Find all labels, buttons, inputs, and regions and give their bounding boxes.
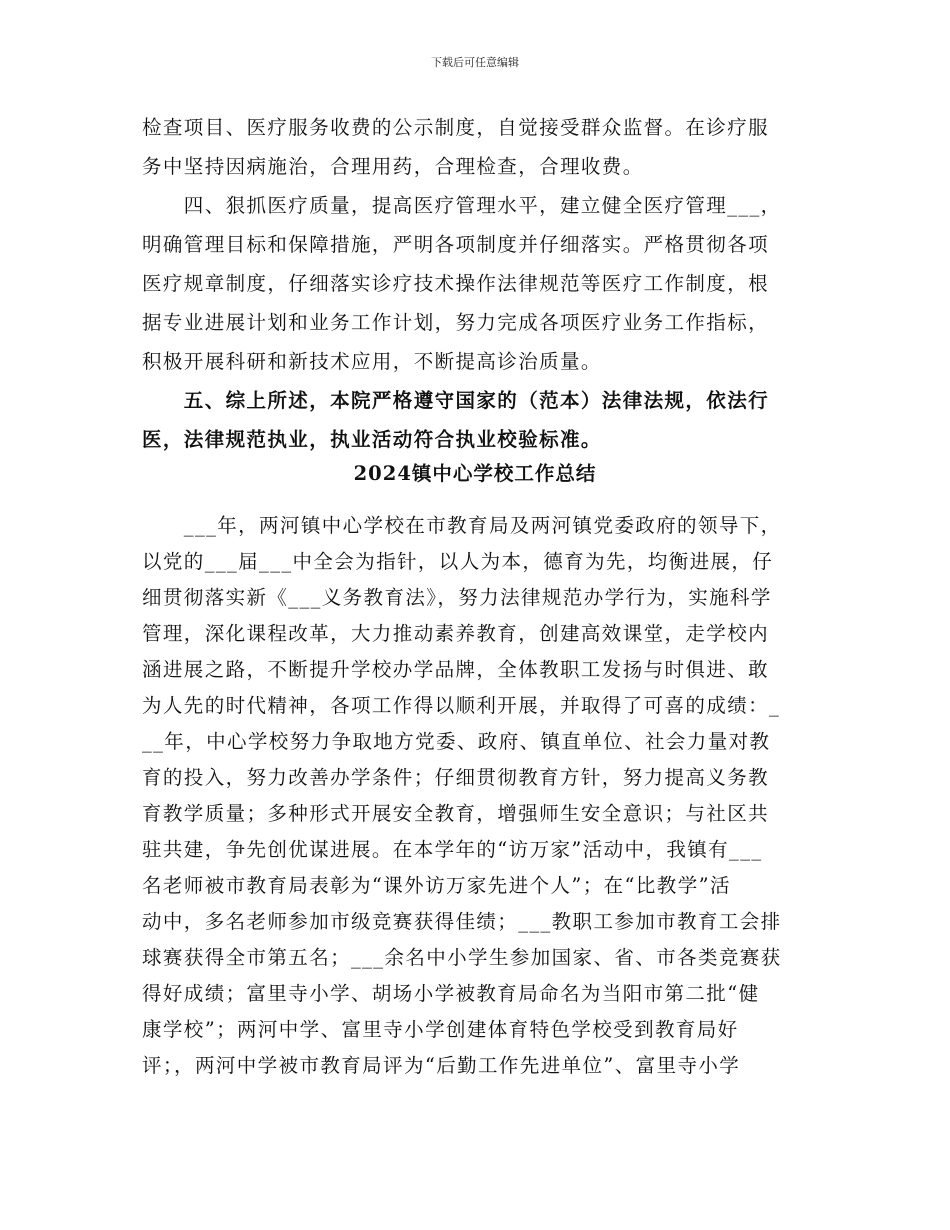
- paragraph-line: 检查项目、医疗服务收费的公示制度，自觉接受群众监督。在诊疗服: [142, 116, 770, 139]
- body-line: 以党的___届___中全会为指针，以人为本，德育为先，均衡进展，仔: [142, 550, 774, 573]
- body-line: 球赛获得全市第五名；___余名中小学生参加国家、省、市各类竞赛获: [142, 946, 782, 969]
- paragraph-line: 医疗规章制度，仔细落实诊疗技术操作法律规范等医疗工作制度，根: [142, 272, 770, 295]
- body-line: ___年，两河镇中心学校在市教育局及两河镇党委政府的领导下，: [142, 514, 782, 537]
- paragraph-line-bold: 医，法律规范执业，执业活动符合执业校验标准。: [142, 428, 602, 451]
- body-line: 为人先的时代精神，各项工作得以顺利开展，并取得了可喜的成绩：_: [142, 694, 781, 717]
- body-line: 评；，两河中学被市教育局评为“后勤工作先进单位”、富里寺小学: [142, 1054, 741, 1077]
- paragraph-line: 积极开展科研和新技术应用，不断提高诊治质量。: [142, 350, 602, 373]
- body-line: 康学校”；两河中学、富里寺小学创建体育特色学校受到教育局好: [142, 1018, 739, 1041]
- paragraph-line: 据专业进展计划和业务工作计划，努力完成各项医疗业务工作指标，: [142, 311, 770, 334]
- body-line: __年，中心学校努力争取地方党委、政府、镇直单位、社会力量对教: [142, 730, 771, 753]
- section-title: 2024镇中心学校工作总结: [353, 462, 597, 485]
- body-line: 育教学质量；多种形式开展安全教育，增强师生安全意识；与社区共: [142, 802, 770, 825]
- body-line: 细贯彻落实新《___义务教育法》，努力法律规范办学行为，实施科学: [142, 586, 772, 609]
- body-line: 得好成绩；富里寺小学、胡场小学被教育局命名为当阳市第二批“健: [142, 982, 760, 1005]
- body-line: 育的投入，努力改善办学条件；仔细贯彻教育方针，努力提高义务教: [142, 766, 770, 789]
- paragraph-line: 务中坚持因病施治，合理用药，合理检查，合理收费。: [142, 155, 644, 178]
- body-line: 管理，深化课程改革，大力推动素养教育，创建高效课堂，走学校内: [142, 622, 770, 645]
- paragraph-line: 明确管理目标和保障措施，严明各项制度并仔细落实。严格贯彻各项: [142, 233, 770, 256]
- body-line: 涵进展之路，不断提升学校办学品牌，全体教职工发扬与时俱进、敢: [142, 658, 770, 681]
- paragraph-line: 四、狠抓医疗质量，提高医疗管理水平，建立健全医疗管理___，: [142, 194, 782, 217]
- body-line: 驻共建，争先创优谋进展。在本学年的“访万家”活动中，我镇有___: [142, 838, 763, 861]
- paragraph-line-bold: 五、综上所述，本院严格遵守国家的（范本）法律法规，依法行: [142, 389, 770, 412]
- header-note: 下载后可任意编辑: [431, 56, 519, 69]
- body-line: 名老师被市教育局表彰为“课外访万家先进个人”；在“比教学”活: [142, 874, 731, 897]
- body-line: 动中，多名老师参加市级竞赛获得佳绩；___教职工参加市教育工会排: [142, 910, 782, 933]
